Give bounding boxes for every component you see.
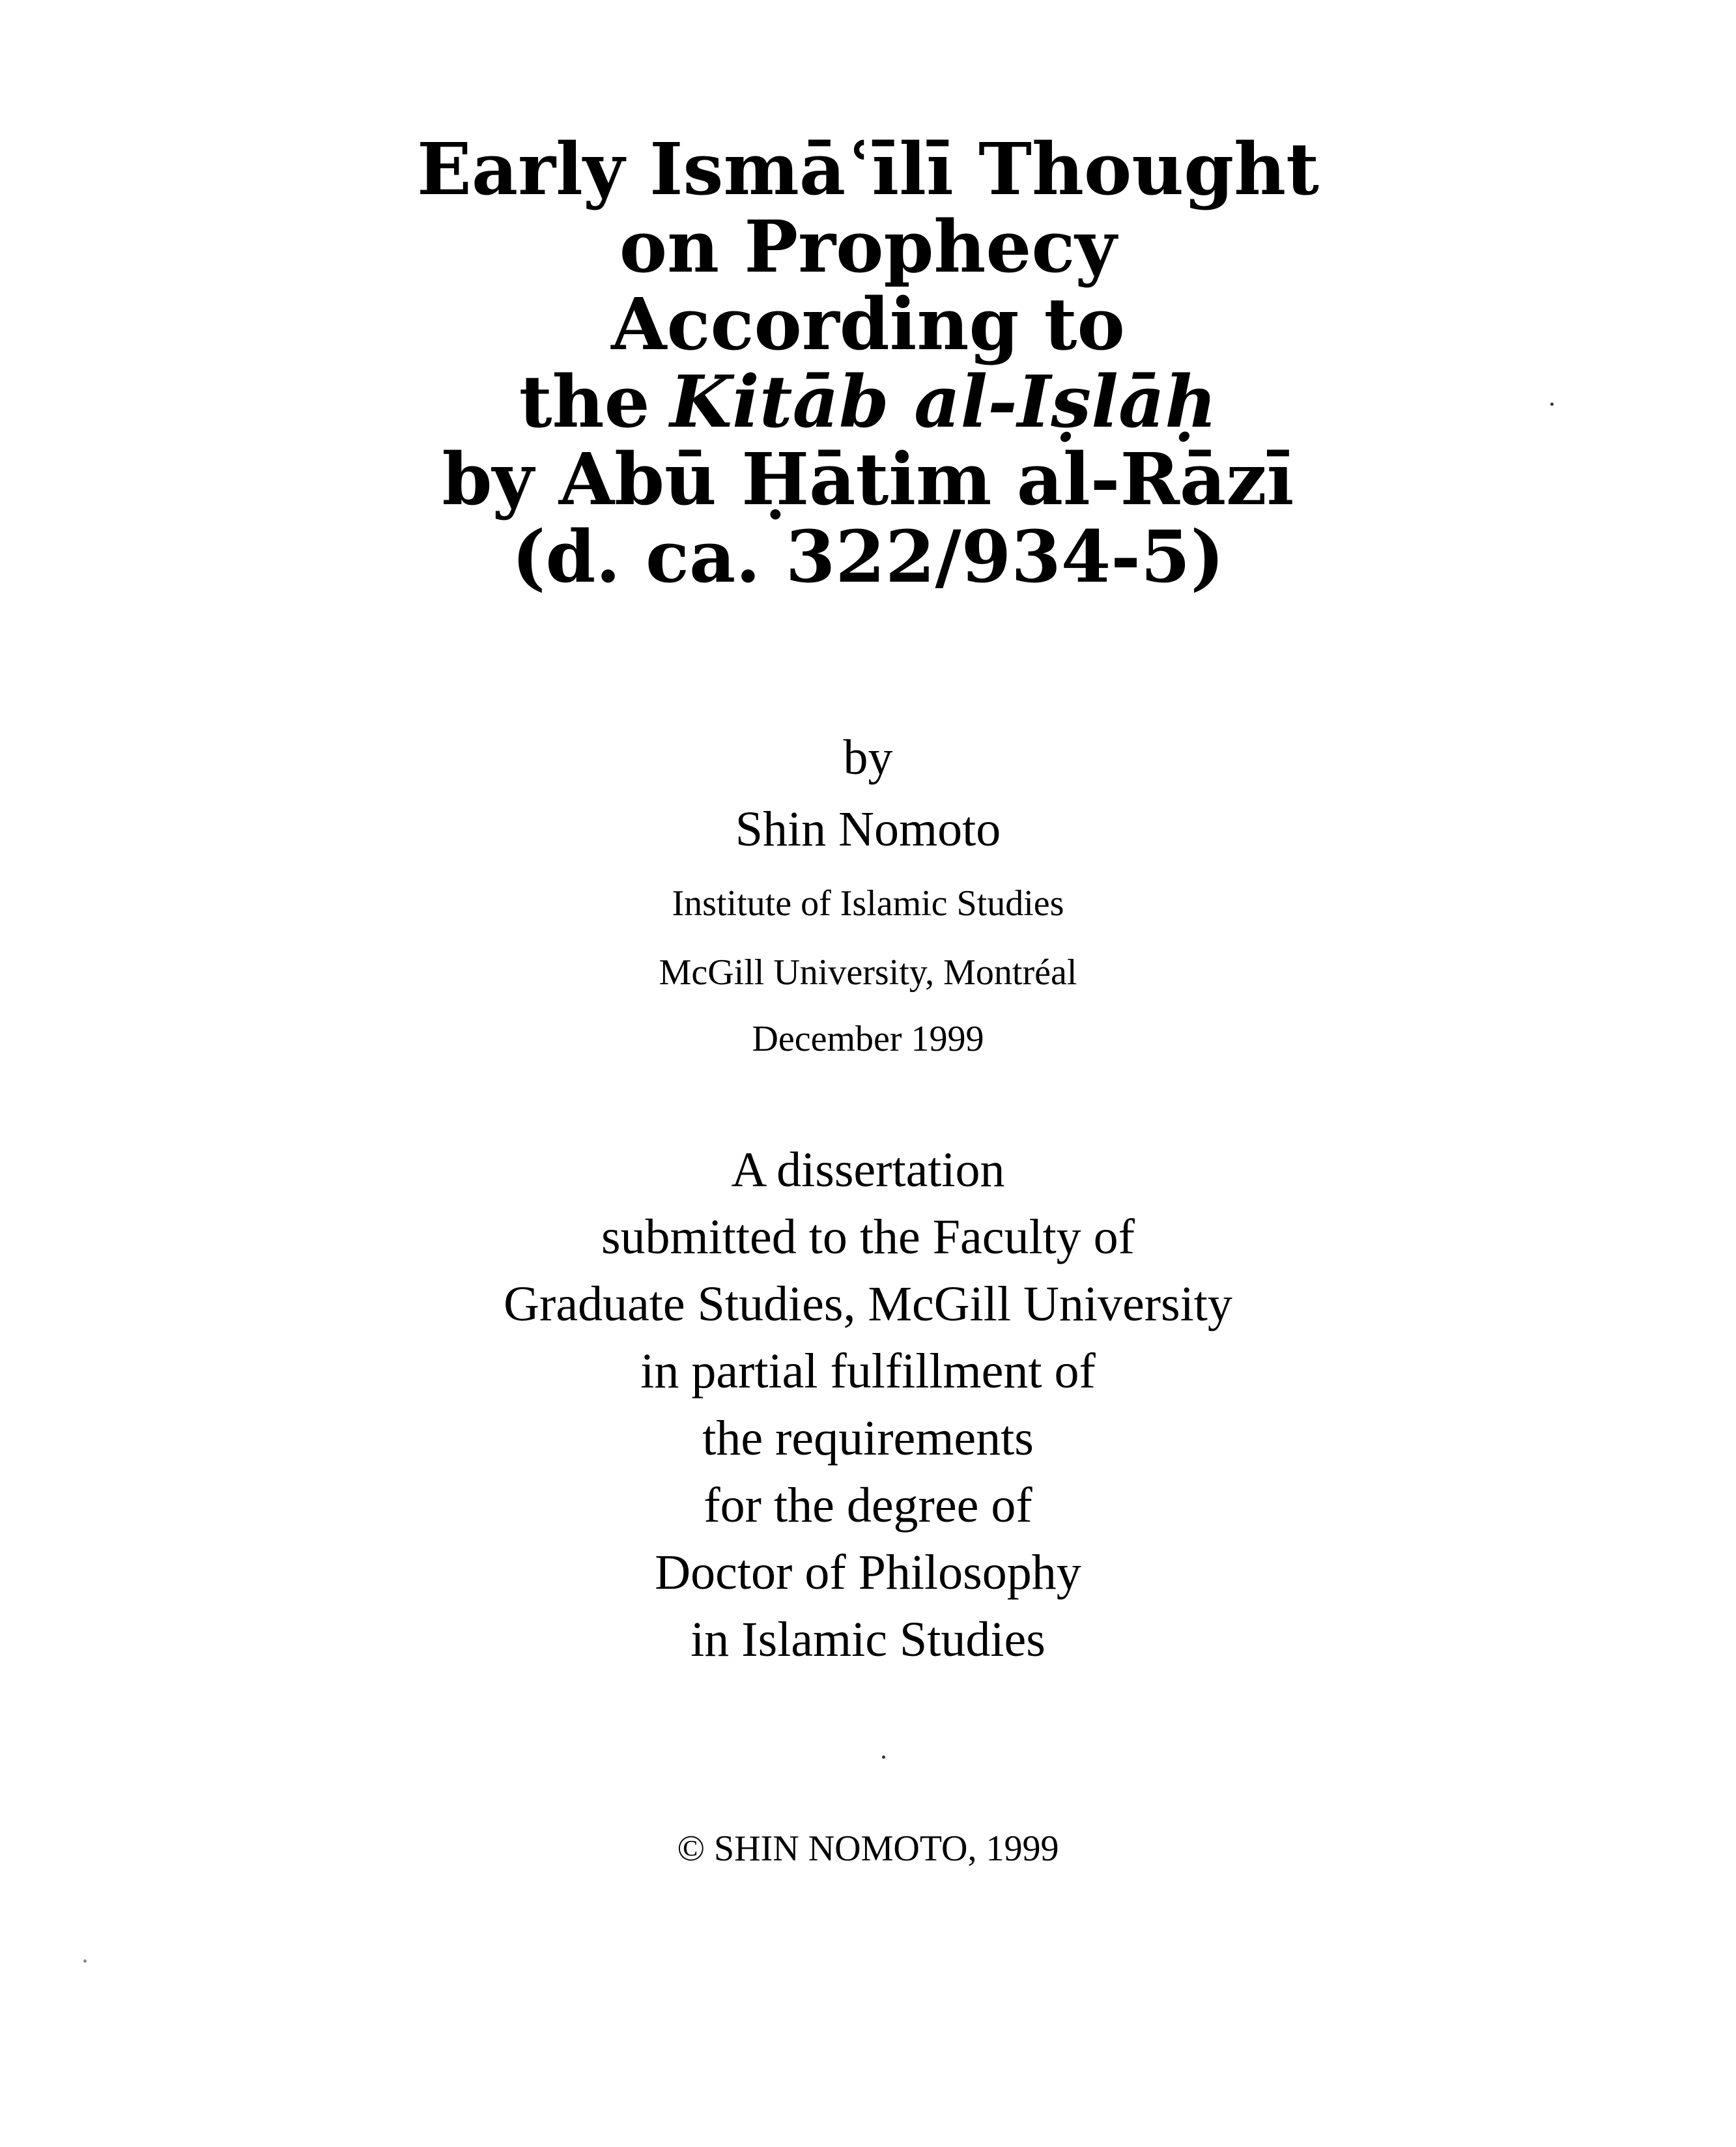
statement-line: Doctor of Philosophy <box>655 1545 1081 1600</box>
degree-statement <box>0 1137 1736 1673</box>
statement-line: for the degree of <box>704 1478 1032 1533</box>
title-line-3: According to <box>611 282 1125 366</box>
author-name: Shin Nomoto <box>735 802 1001 857</box>
institute-name: Institute of Islamic Studies <box>672 883 1064 924</box>
by-label: by <box>843 730 893 785</box>
statement-line: submitted to the Faculty of <box>601 1210 1135 1264</box>
statement-line: Graduate Studies, McGill University <box>504 1277 1232 1331</box>
statement-line: in partial fulfillment of <box>640 1344 1096 1399</box>
scan-speck <box>1550 403 1554 406</box>
submission-date: December 1999 <box>752 1019 984 1059</box>
title-line-5: by Abū Ḥātim al-Rāzī <box>442 437 1294 521</box>
title-line-6: (d. ca. 322/934-5) <box>511 515 1225 599</box>
title-line-4 <box>0 360 1736 444</box>
title-line-2: on Prophecy <box>619 205 1117 289</box>
statement-line: the requirements <box>702 1411 1034 1466</box>
statement-line: A dissertation <box>731 1143 1005 1197</box>
dissertation-title <box>0 127 1736 599</box>
scan-speck <box>83 1959 87 1963</box>
university-name: McGill University, Montréal <box>659 952 1077 993</box>
title-line-1: Early Ismāʿīlī Thought <box>417 127 1319 211</box>
title-line-4-prefix: the <box>519 360 650 444</box>
statement-line: in Islamic Studies <box>690 1612 1046 1667</box>
scan-speck <box>882 1756 885 1759</box>
copyright-notice: © SHIN NOMOTO, 1999 <box>677 1828 1059 1869</box>
title-book-name: Kitāb al-Iṣlāḥ <box>670 360 1217 444</box>
